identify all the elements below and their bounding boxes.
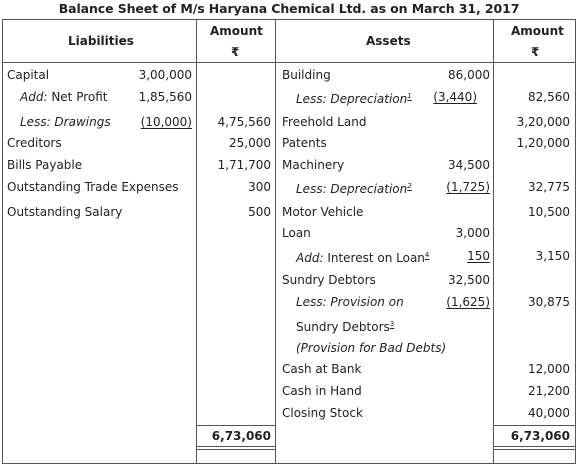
header-bottom-border — [2, 62, 576, 63]
bills-payable-value: 1,71,700 — [217, 158, 271, 172]
outstanding-trade-expenses-label: Outstanding Trade Expenses — [7, 180, 179, 194]
liabilities-amount-divider — [196, 19, 197, 464]
loan-value: 3,000 — [455, 226, 490, 240]
freehold-land-label: Freehold Land — [282, 115, 367, 129]
building-label: Building — [282, 68, 331, 82]
left-total-top-rule — [196, 425, 275, 426]
motor-vehicle-value: 10,500 — [528, 205, 570, 219]
outstanding-salary-value: 500 — [248, 205, 271, 219]
drawings-value: (10,000) — [140, 115, 192, 129]
freehold-land-value: 3,20,000 — [516, 115, 570, 129]
cash-in-hand-label: Cash in Hand — [282, 384, 362, 398]
patents-label: Patents — [282, 136, 327, 150]
footnote-4-marker: 4 — [424, 251, 430, 259]
table-top-border — [2, 19, 576, 20]
provision-for-bad-debts-note: (Provision for Bad Debts) — [296, 341, 447, 355]
creditors-value: 25,000 — [229, 136, 271, 150]
amount-header-left: Amount — [210, 24, 263, 38]
sundry-debtors-label: Sundry Debtors — [282, 273, 376, 287]
sundry-debtors-line-text: Sundry Debtors — [296, 320, 390, 334]
outstanding-salary-label: Outstanding Salary — [7, 205, 123, 219]
machinery-value: 34,500 — [448, 158, 490, 172]
footnote-2-marker: 2 — [407, 182, 412, 190]
left-total-double-rule-2 — [196, 449, 275, 450]
less-provision-label: Less: Provision on — [296, 295, 404, 309]
less-drawings-label: Less: Drawings — [20, 115, 111, 129]
add-net-profit-row — [20, 90, 108, 104]
capital-value: 3,00,000 — [138, 68, 192, 82]
less-depreciation-1-row — [296, 92, 412, 106]
net-profit-label: Net Profit — [47, 90, 108, 104]
bills-payable-label: Bills Payable — [7, 158, 83, 172]
assets-total: 6,73,060 — [510, 429, 570, 443]
net-profit-value: 1,85,560 — [138, 90, 192, 104]
footnote-1-marker: 1 — [407, 92, 412, 100]
closing-stock-label: Closing Stock — [282, 406, 363, 420]
add-interest-prefix: Add: — [296, 251, 324, 265]
table-bottom-border — [2, 463, 576, 464]
depreciation-1-value: (3,440) — [433, 90, 477, 104]
right-outer-border — [575, 19, 576, 464]
right-total-double-rule-1 — [493, 446, 576, 447]
building-value: 86,000 — [448, 68, 490, 82]
interest-on-loan-value: 150 — [467, 249, 490, 263]
creditors-label: Creditors — [7, 136, 62, 150]
center-divider — [275, 19, 276, 464]
less-depreciation-2-label: Less: Depreciation — [296, 182, 408, 196]
cash-in-hand-value: 21,200 — [528, 384, 570, 398]
balance-sheet-title: Balance Sheet of M/s Haryana Chemical Ltd. as on March 31, 2017 — [58, 1, 520, 16]
add-prefix: Add: — [20, 90, 48, 104]
right-total-double-rule-2 — [493, 449, 576, 450]
left-total-double-rule-1 — [196, 446, 275, 447]
closing-stock-value: 40,000 — [528, 406, 570, 420]
provision-value: (1,625) — [446, 295, 490, 309]
depreciation-2-value: (1,725) — [446, 180, 490, 194]
interest-on-loan-label: Interest on Loan — [323, 251, 425, 265]
outstanding-trade-expenses-value: 300 — [248, 180, 271, 194]
capital-label: Capital — [7, 68, 50, 82]
loan-label: Loan — [282, 226, 311, 240]
rupee-symbol-right: ₹ — [531, 45, 540, 59]
liabilities-total: 6,73,060 — [211, 429, 271, 443]
footnote-3-marker: 3 — [389, 320, 395, 328]
capital-total: 4,75,560 — [217, 115, 271, 129]
amount-header-right: Amount — [511, 24, 564, 38]
sundry-debtors-net-value: 30,875 — [528, 295, 570, 309]
building-net-value: 82,560 — [528, 90, 570, 104]
sundry-debtors-value: 32,500 — [448, 273, 490, 287]
cash-at-bank-value: 12,000 — [528, 362, 570, 376]
rupee-symbol-left: ₹ — [231, 45, 240, 59]
cash-at-bank-label: Cash at Bank — [282, 362, 362, 376]
liabilities-header: Liabilities — [68, 34, 134, 48]
motor-vehicle-label: Motor Vehicle — [282, 205, 364, 219]
assets-header: Assets — [366, 34, 411, 48]
machinery-label: Machinery — [282, 158, 345, 172]
right-total-top-rule — [493, 425, 576, 426]
less-depreciation-1-label: Less: Depreciation — [296, 92, 408, 106]
left-outer-border — [2, 19, 3, 464]
machinery-net-value: 32,775 — [528, 180, 570, 194]
loan-net-value: 3,150 — [535, 249, 570, 263]
sundry-debtors-line — [296, 320, 394, 334]
less-depreciation-2-row — [296, 182, 412, 196]
patents-value: 1,20,000 — [516, 136, 570, 150]
